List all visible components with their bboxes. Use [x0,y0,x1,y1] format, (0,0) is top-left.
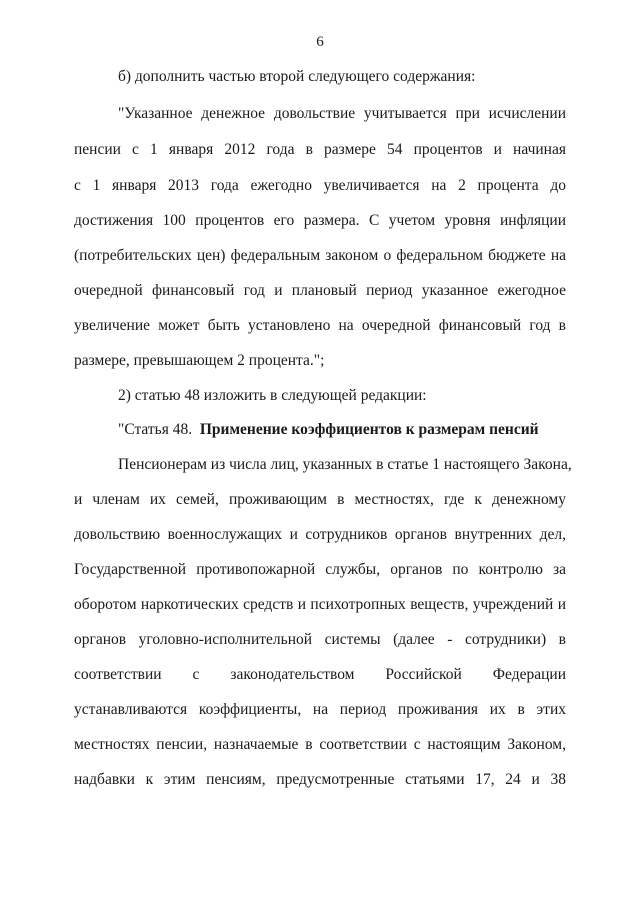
text-line: и членам их семей, проживающим в местностях, где к денежному [74,491,566,508]
text-line: органов уголовно-исполнительной системы (далее - сотрудники) в [74,631,566,648]
text-line: с 1 января 2013 года ежегодно увеличивается на 2 процента до [74,177,566,194]
text-line: достижения 100 процентов его размера. С учетом уровня инфляции [74,212,566,229]
text-line: 2) статью 48 изложить в следующей редакции: [118,387,427,404]
article-number: "Статья 48. [118,421,193,438]
text-line: Пенсионерам из числа лиц, указанных в статье 1 настоящего Закона, [118,456,572,473]
text-line: местностях пенсии, назначаемые в соответствии с настоящим Законом, [74,736,566,753]
page-number: 6 [316,34,324,50]
text-line: довольствию военнослужащих и сотрудников органов внутренних дел, [74,526,566,543]
text-line: очередной финансовый год и плановый период указанное ежегодное [74,282,566,299]
article-title: Применение коэффициентов к размерам пенсий [199,421,539,438]
text-line: "Указанное денежное довольствие учитывается при исчислении [118,105,566,122]
text-line: (потребительских цен) федеральным законом о федеральном бюджете на [74,247,566,264]
text-line: Государственной противопожарной службы, органов по контролю за [74,561,566,578]
text-line: пенсии с 1 января 2012 года в размере 54 процентов и начиная [74,141,566,158]
text-line: устанавливаются коэффициенты, на период проживания их в этих [74,701,566,718]
text-line: соответствии с законодательством Российской Федерации [74,666,566,683]
text-line: увеличение может быть установлено на очередной финансовый год в [74,317,566,334]
text-line: надбавки к этим пенсиям, предусмотренные статьями 17, 24 и 38 [74,771,566,788]
text-line: б) дополнить частью второй следующего содержания: [118,68,476,85]
text-line: оборотом наркотических средств и психотропных веществ, учреждений и [74,596,566,613]
article-heading [118,420,566,440]
text-line: размере, превышающем 2 процента."; [74,352,325,369]
